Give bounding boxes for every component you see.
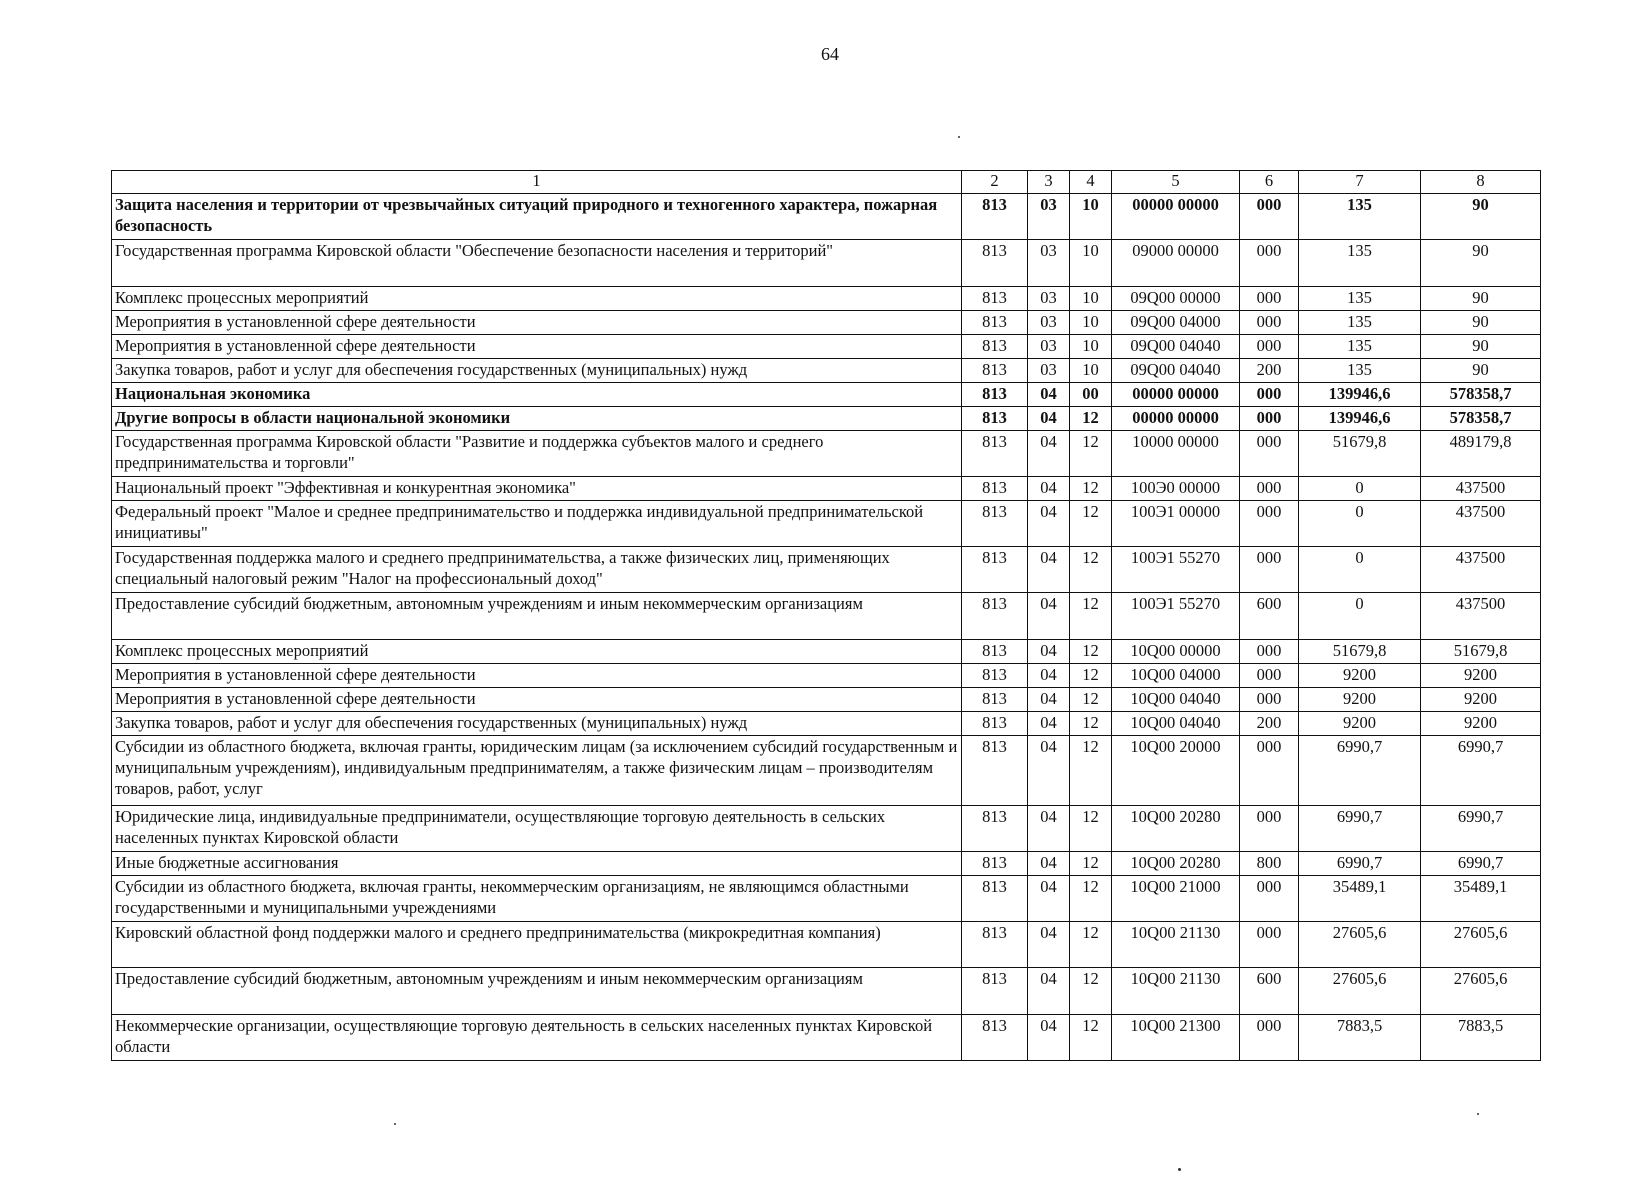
row-value-cell: 437500 bbox=[1421, 477, 1541, 501]
row-value-cell: 12 bbox=[1070, 688, 1112, 712]
table-row bbox=[112, 1015, 1541, 1061]
row-value-cell: 12 bbox=[1070, 1015, 1112, 1061]
row-value-cell: 90 bbox=[1421, 335, 1541, 359]
row-value-cell: 03 bbox=[1028, 359, 1070, 383]
row-value-cell: 51679,8 bbox=[1421, 640, 1541, 664]
row-value-cell: 12 bbox=[1070, 407, 1112, 431]
row-value-cell: 09Q00 04040 bbox=[1112, 335, 1240, 359]
row-value-cell: 813 bbox=[962, 736, 1028, 806]
row-value-cell: 04 bbox=[1028, 547, 1070, 593]
row-value-cell: 10 bbox=[1070, 359, 1112, 383]
row-value-cell: 00000 00000 bbox=[1112, 194, 1240, 240]
row-value-cell: 04 bbox=[1028, 852, 1070, 876]
row-value-cell: 813 bbox=[962, 1015, 1028, 1061]
row-value-cell: 139946,6 bbox=[1299, 407, 1421, 431]
row-name-cell: Юридические лица, индивидуальные предприниматели, осуществляющие торговую деятельность в сельских населенных пунктах Кировской области bbox=[112, 806, 962, 852]
row-value-cell: 0 bbox=[1299, 477, 1421, 501]
row-name-cell: Национальный проект "Эффективная и конкурентная экономика" bbox=[112, 477, 962, 501]
table-body bbox=[112, 194, 1541, 1061]
row-value-cell: 10Q00 21130 bbox=[1112, 922, 1240, 968]
table-row bbox=[112, 335, 1541, 359]
row-value-cell: 10 bbox=[1070, 194, 1112, 240]
row-value-cell: 12 bbox=[1070, 640, 1112, 664]
table-row bbox=[112, 287, 1541, 311]
row-value-cell: 9200 bbox=[1421, 664, 1541, 688]
table-row bbox=[112, 431, 1541, 477]
row-value-cell: 10 bbox=[1070, 240, 1112, 287]
row-value-cell: 000 bbox=[1240, 383, 1299, 407]
row-value-cell: 10Q00 21130 bbox=[1112, 968, 1240, 1015]
header-cell: 4 bbox=[1070, 171, 1112, 194]
row-name-cell: Предоставление субсидий бюджетным, автономным учреждениям и иным некоммерческим организациям bbox=[112, 593, 962, 640]
row-value-cell: 04 bbox=[1028, 431, 1070, 477]
table-row bbox=[112, 876, 1541, 922]
row-value-cell: 10Q00 20280 bbox=[1112, 806, 1240, 852]
row-value-cell: 000 bbox=[1240, 922, 1299, 968]
row-value-cell: 000 bbox=[1240, 806, 1299, 852]
row-value-cell: 000 bbox=[1240, 547, 1299, 593]
row-value-cell: 10 bbox=[1070, 287, 1112, 311]
row-value-cell: 09Q00 00000 bbox=[1112, 287, 1240, 311]
row-value-cell: 135 bbox=[1299, 240, 1421, 287]
table-row bbox=[112, 922, 1541, 968]
row-name-cell: Субсидии из областного бюджета, включая гранты, юридическим лицам (за исключением субсидий государственным и муниципальным учреждениям), индивидуальным предпринимателям, а также физическим лицам – производителям товаров, работ, услуг bbox=[112, 736, 962, 806]
row-value-cell: 813 bbox=[962, 335, 1028, 359]
row-value-cell: 000 bbox=[1240, 688, 1299, 712]
row-name-cell: Мероприятия в установленной сфере деятельности bbox=[112, 664, 962, 688]
row-value-cell: 00000 00000 bbox=[1112, 383, 1240, 407]
row-value-cell: 813 bbox=[962, 240, 1028, 287]
header-cell: 3 bbox=[1028, 171, 1070, 194]
row-value-cell: 200 bbox=[1240, 359, 1299, 383]
header-row bbox=[112, 171, 1541, 194]
row-value-cell: 04 bbox=[1028, 1015, 1070, 1061]
row-value-cell: 10 bbox=[1070, 311, 1112, 335]
row-name-cell: Субсидии из областного бюджета, включая гранты, некоммерческим организациям, не являющимся областными государственными и муниципальными учреждениями bbox=[112, 876, 962, 922]
row-name-cell: Мероприятия в установленной сфере деятельности bbox=[112, 688, 962, 712]
row-value-cell: 04 bbox=[1028, 664, 1070, 688]
row-value-cell: 27605,6 bbox=[1299, 968, 1421, 1015]
scan-speck bbox=[1477, 1113, 1479, 1115]
row-value-cell: 00 bbox=[1070, 383, 1112, 407]
row-value-cell: 135 bbox=[1299, 359, 1421, 383]
row-value-cell: 10Q00 04040 bbox=[1112, 688, 1240, 712]
table-row bbox=[112, 501, 1541, 547]
row-value-cell: 04 bbox=[1028, 876, 1070, 922]
row-value-cell: 7883,5 bbox=[1421, 1015, 1541, 1061]
row-value-cell: 12 bbox=[1070, 736, 1112, 806]
table-row bbox=[112, 736, 1541, 806]
row-value-cell: 000 bbox=[1240, 477, 1299, 501]
row-value-cell: 9200 bbox=[1299, 712, 1421, 736]
row-name-cell: Другие вопросы в области национальной экономики bbox=[112, 407, 962, 431]
row-value-cell: 10000 00000 bbox=[1112, 431, 1240, 477]
row-value-cell: 04 bbox=[1028, 922, 1070, 968]
table-row bbox=[112, 806, 1541, 852]
table-row bbox=[112, 311, 1541, 335]
row-value-cell: 10Q00 00000 bbox=[1112, 640, 1240, 664]
table-row bbox=[112, 593, 1541, 640]
row-value-cell: 100Э1 00000 bbox=[1112, 501, 1240, 547]
row-name-cell: Иные бюджетные ассигнования bbox=[112, 852, 962, 876]
row-value-cell: 27605,6 bbox=[1421, 968, 1541, 1015]
row-name-cell: Закупка товаров, работ и услуг для обеспечения государственных (муниципальных) нужд bbox=[112, 712, 962, 736]
row-value-cell: 9200 bbox=[1421, 712, 1541, 736]
row-value-cell: 90 bbox=[1421, 194, 1541, 240]
row-value-cell: 04 bbox=[1028, 806, 1070, 852]
table-row bbox=[112, 664, 1541, 688]
header-cell: 1 bbox=[112, 171, 962, 194]
row-name-cell: Предоставление субсидий бюджетным, автономным учреждениям и иным некоммерческим организациям bbox=[112, 968, 962, 1015]
row-value-cell: 04 bbox=[1028, 383, 1070, 407]
row-name-cell: Защита населения и территории от чрезвычайных ситуаций природного и техногенного характера, пожарная безопасность bbox=[112, 194, 962, 240]
row-value-cell: 04 bbox=[1028, 593, 1070, 640]
row-value-cell: 03 bbox=[1028, 311, 1070, 335]
page-number: 64 bbox=[821, 44, 839, 64]
row-value-cell: 100Э0 00000 bbox=[1112, 477, 1240, 501]
row-value-cell: 6990,7 bbox=[1421, 736, 1541, 806]
row-value-cell: 600 bbox=[1240, 968, 1299, 1015]
row-value-cell: 000 bbox=[1240, 640, 1299, 664]
row-value-cell: 0 bbox=[1299, 501, 1421, 547]
table-row bbox=[112, 852, 1541, 876]
row-value-cell: 437500 bbox=[1421, 593, 1541, 640]
row-value-cell: 10Q00 21300 bbox=[1112, 1015, 1240, 1061]
row-value-cell: 813 bbox=[962, 287, 1028, 311]
row-value-cell: 135 bbox=[1299, 311, 1421, 335]
row-value-cell: 6990,7 bbox=[1299, 852, 1421, 876]
row-value-cell: 000 bbox=[1240, 240, 1299, 287]
row-value-cell: 51679,8 bbox=[1299, 431, 1421, 477]
row-name-cell: Комплекс процессных мероприятий bbox=[112, 640, 962, 664]
table-header bbox=[112, 171, 1541, 194]
row-value-cell: 813 bbox=[962, 664, 1028, 688]
scan-speck bbox=[1178, 1168, 1181, 1171]
row-value-cell: 09000 00000 bbox=[1112, 240, 1240, 287]
row-value-cell: 813 bbox=[962, 806, 1028, 852]
row-value-cell: 04 bbox=[1028, 640, 1070, 664]
row-value-cell: 10Q00 20000 bbox=[1112, 736, 1240, 806]
header-cell: 2 bbox=[962, 171, 1028, 194]
row-name-cell: Федеральный проект "Малое и среднее предпринимательство и поддержка индивидуальной предпринимательской инициативы" bbox=[112, 501, 962, 547]
row-name-cell: Государственная программа Кировской области "Обеспечение безопасности населения и территорий" bbox=[112, 240, 962, 287]
header-cell: 7 bbox=[1299, 171, 1421, 194]
row-value-cell: 9200 bbox=[1421, 688, 1541, 712]
scan-speck bbox=[958, 136, 960, 138]
row-value-cell: 90 bbox=[1421, 359, 1541, 383]
row-value-cell: 000 bbox=[1240, 1015, 1299, 1061]
row-value-cell: 813 bbox=[962, 593, 1028, 640]
row-value-cell: 6990,7 bbox=[1421, 806, 1541, 852]
table-row bbox=[112, 359, 1541, 383]
row-value-cell: 10Q00 04040 bbox=[1112, 712, 1240, 736]
table-row bbox=[112, 712, 1541, 736]
row-name-cell: Некоммерческие организации, осуществляющие торговую деятельность в сельских населенных пунктах Кировской области bbox=[112, 1015, 962, 1061]
row-value-cell: 12 bbox=[1070, 593, 1112, 640]
row-value-cell: 12 bbox=[1070, 806, 1112, 852]
table-row bbox=[112, 194, 1541, 240]
row-value-cell: 200 bbox=[1240, 712, 1299, 736]
row-name-cell: Мероприятия в установленной сфере деятельности bbox=[112, 335, 962, 359]
row-value-cell: 813 bbox=[962, 407, 1028, 431]
row-value-cell: 000 bbox=[1240, 431, 1299, 477]
row-value-cell: 000 bbox=[1240, 311, 1299, 335]
row-name-cell: Комплекс процессных мероприятий bbox=[112, 287, 962, 311]
table-row bbox=[112, 240, 1541, 287]
row-value-cell: 0 bbox=[1299, 547, 1421, 593]
row-value-cell: 09Q00 04040 bbox=[1112, 359, 1240, 383]
row-value-cell: 12 bbox=[1070, 431, 1112, 477]
row-value-cell: 813 bbox=[962, 922, 1028, 968]
row-value-cell: 12 bbox=[1070, 852, 1112, 876]
row-value-cell: 04 bbox=[1028, 407, 1070, 431]
row-value-cell: 813 bbox=[962, 359, 1028, 383]
row-value-cell: 000 bbox=[1240, 664, 1299, 688]
row-value-cell: 813 bbox=[962, 688, 1028, 712]
header-cell: 6 bbox=[1240, 171, 1299, 194]
row-value-cell: 6990,7 bbox=[1299, 806, 1421, 852]
budget-table bbox=[111, 170, 1541, 1061]
row-value-cell: 12 bbox=[1070, 477, 1112, 501]
row-value-cell: 03 bbox=[1028, 194, 1070, 240]
row-value-cell: 12 bbox=[1070, 712, 1112, 736]
row-value-cell: 04 bbox=[1028, 712, 1070, 736]
row-value-cell: 12 bbox=[1070, 501, 1112, 547]
table-row bbox=[112, 968, 1541, 1015]
row-value-cell: 9200 bbox=[1299, 664, 1421, 688]
row-value-cell: 04 bbox=[1028, 736, 1070, 806]
row-value-cell: 0 bbox=[1299, 593, 1421, 640]
header-cell: 5 bbox=[1112, 171, 1240, 194]
row-value-cell: 90 bbox=[1421, 311, 1541, 335]
row-value-cell: 04 bbox=[1028, 501, 1070, 547]
row-value-cell: 135 bbox=[1299, 194, 1421, 240]
row-value-cell: 12 bbox=[1070, 968, 1112, 1015]
row-value-cell: 135 bbox=[1299, 335, 1421, 359]
row-value-cell: 100Э1 55270 bbox=[1112, 593, 1240, 640]
table-row bbox=[112, 383, 1541, 407]
row-value-cell: 7883,5 bbox=[1299, 1015, 1421, 1061]
row-value-cell: 600 bbox=[1240, 593, 1299, 640]
row-value-cell: 437500 bbox=[1421, 501, 1541, 547]
row-value-cell: 12 bbox=[1070, 547, 1112, 593]
row-value-cell: 90 bbox=[1421, 240, 1541, 287]
row-value-cell: 578358,7 bbox=[1421, 407, 1541, 431]
table-row bbox=[112, 407, 1541, 431]
row-value-cell: 12 bbox=[1070, 876, 1112, 922]
row-value-cell: 813 bbox=[962, 547, 1028, 593]
row-value-cell: 00000 00000 bbox=[1112, 407, 1240, 431]
row-value-cell: 6990,7 bbox=[1299, 736, 1421, 806]
row-value-cell: 10 bbox=[1070, 335, 1112, 359]
row-value-cell: 813 bbox=[962, 968, 1028, 1015]
row-value-cell: 51679,8 bbox=[1299, 640, 1421, 664]
row-value-cell: 04 bbox=[1028, 477, 1070, 501]
row-value-cell: 813 bbox=[962, 852, 1028, 876]
row-name-cell: Государственная программа Кировской области "Развитие и поддержка субъектов малого и среднего предпринимательства и торговли" bbox=[112, 431, 962, 477]
row-value-cell: 03 bbox=[1028, 240, 1070, 287]
row-value-cell: 12 bbox=[1070, 664, 1112, 688]
row-value-cell: 03 bbox=[1028, 287, 1070, 311]
row-value-cell: 35489,1 bbox=[1299, 876, 1421, 922]
row-value-cell: 813 bbox=[962, 501, 1028, 547]
row-value-cell: 10Q00 04000 bbox=[1112, 664, 1240, 688]
row-value-cell: 813 bbox=[962, 383, 1028, 407]
row-value-cell: 03 bbox=[1028, 335, 1070, 359]
row-value-cell: 489179,8 bbox=[1421, 431, 1541, 477]
row-value-cell: 437500 bbox=[1421, 547, 1541, 593]
row-value-cell: 04 bbox=[1028, 688, 1070, 712]
row-value-cell: 813 bbox=[962, 876, 1028, 922]
row-value-cell: 000 bbox=[1240, 876, 1299, 922]
row-value-cell: 000 bbox=[1240, 736, 1299, 806]
row-value-cell: 9200 bbox=[1299, 688, 1421, 712]
row-value-cell: 813 bbox=[962, 640, 1028, 664]
table-row bbox=[112, 688, 1541, 712]
row-value-cell: 12 bbox=[1070, 922, 1112, 968]
row-value-cell: 10Q00 20280 bbox=[1112, 852, 1240, 876]
row-value-cell: 813 bbox=[962, 712, 1028, 736]
row-name-cell: Государственная поддержка малого и среднего предпринимательства, а также физических лиц, применяющих специальный налоговый режим "Налог на профессиональный доход" bbox=[112, 547, 962, 593]
row-value-cell: 000 bbox=[1240, 335, 1299, 359]
header-cell: 8 bbox=[1421, 171, 1541, 194]
table-row bbox=[112, 640, 1541, 664]
row-value-cell: 000 bbox=[1240, 287, 1299, 311]
row-value-cell: 27605,6 bbox=[1299, 922, 1421, 968]
row-name-cell: Национальная экономика bbox=[112, 383, 962, 407]
row-value-cell: 04 bbox=[1028, 968, 1070, 1015]
row-value-cell: 813 bbox=[962, 431, 1028, 477]
row-value-cell: 27605,6 bbox=[1421, 922, 1541, 968]
row-value-cell: 6990,7 bbox=[1421, 852, 1541, 876]
row-value-cell: 813 bbox=[962, 477, 1028, 501]
row-value-cell: 813 bbox=[962, 194, 1028, 240]
row-value-cell: 10Q00 21000 bbox=[1112, 876, 1240, 922]
row-value-cell: 000 bbox=[1240, 407, 1299, 431]
row-value-cell: 100Э1 55270 bbox=[1112, 547, 1240, 593]
row-value-cell: 09Q00 04000 bbox=[1112, 311, 1240, 335]
table-row bbox=[112, 477, 1541, 501]
row-value-cell: 578358,7 bbox=[1421, 383, 1541, 407]
scan-speck bbox=[394, 1123, 396, 1125]
row-name-cell: Мероприятия в установленной сфере деятельности bbox=[112, 311, 962, 335]
row-value-cell: 139946,6 bbox=[1299, 383, 1421, 407]
table-row bbox=[112, 547, 1541, 593]
row-value-cell: 135 bbox=[1299, 287, 1421, 311]
row-value-cell: 800 bbox=[1240, 852, 1299, 876]
row-value-cell: 35489,1 bbox=[1421, 876, 1541, 922]
row-value-cell: 000 bbox=[1240, 194, 1299, 240]
row-name-cell: Закупка товаров, работ и услуг для обеспечения государственных (муниципальных) нужд bbox=[112, 359, 962, 383]
row-value-cell: 813 bbox=[962, 311, 1028, 335]
row-value-cell: 000 bbox=[1240, 501, 1299, 547]
row-value-cell: 90 bbox=[1421, 287, 1541, 311]
row-name-cell: Кировский областной фонд поддержки малого и среднего предпринимательства (микрокредитная компания) bbox=[112, 922, 962, 968]
